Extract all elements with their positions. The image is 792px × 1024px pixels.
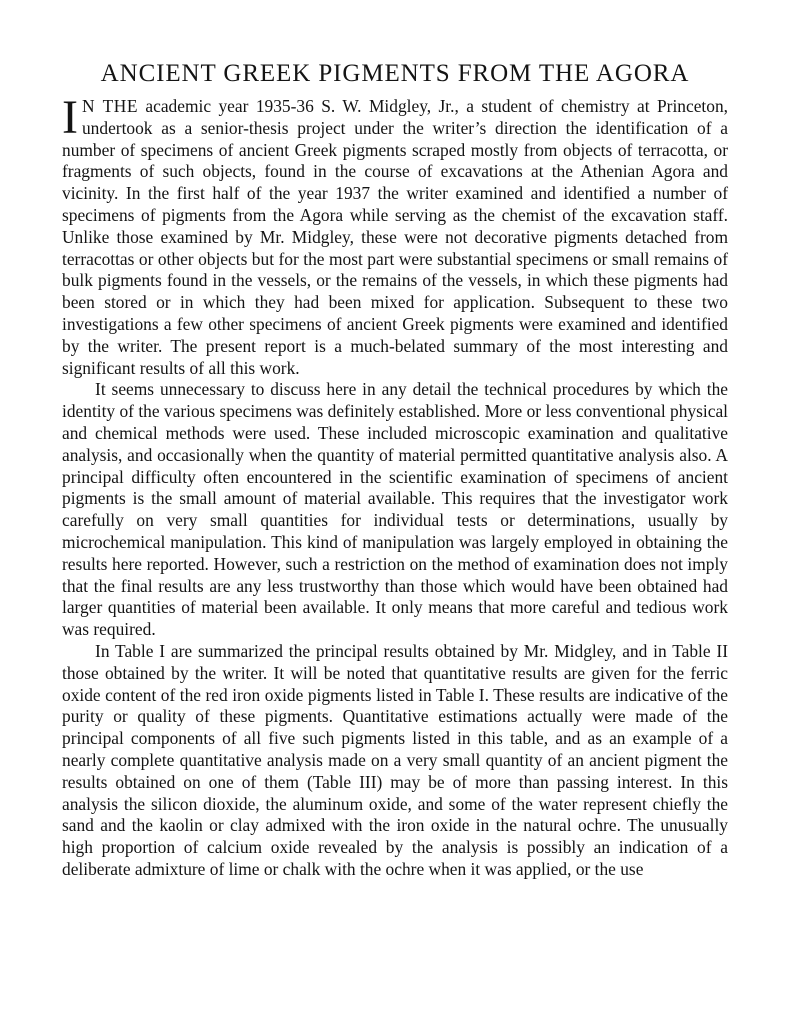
- paragraph-2: It seems unnecessary to discuss here in any detail the technical procedures by which the identity of the various specimens was definitely established. More or less conventional physical and chemical methods were used. These included microscopic examination and qualitative analysis, and occasionally when the quantity of material permitted quantitative analysis also. A principal difficulty often encountered in the scientific examination of specimens of ancient pigments is the small amount of material available. This requires that the investigator work carefully on very small quantities for individual tests or determinations, usually by microchemical manipulation. This kind of manipulation was largely employed in obtaining the results here reported. However, such a restriction on the method of examination does not imply that the final results are any less trustworthy than those which would have been obtained had larger quantities of material been available. It only means that more careful and tedious work was required.: [62, 379, 728, 640]
- page: [62, 58, 728, 881]
- paragraph-1-text: academic year 1935-36 S. W. Midgley, Jr., a student of chemistry at Princeton, undertook as a senior-thesis project under the writer’s direction the identification of a number of specimens of ancient Greek pigments scraped mostly from objects of terracotta, or fragments of such objects, found in the course of excavations at the Athenian Agora and vicinity. In the first half of the year 1937 the writer examined and identified a number of specimens of pigments from the Agora while serving as the chemist of the excavation staff. Unlike those examined by Mr. Midgley, these were not decorative pigments detached from terracottas or other objects but for the most part were substantial specimens or small remains of bulk pigments found in the vessels, or the remains of the vessels, in which these pigments had been stored or in which they had been mixed for application. Subsequent to these two investigations a few other specimens of ancient Greek pigments were examined and identified by the writer. The present report is a much-belated summary of the most interesting and significant results of all this work.: [62, 96, 728, 378]
- opening-words: N THE: [81, 96, 138, 116]
- paragraph-3: In Table I are summarized the principal results obtained by Mr. Midgley, and in Table II those obtained by the writer. It will be noted that quantitative results are given for the ferric oxide content of the red iron oxide pigments listed in Table I. These results are indicative of the purity or quality of these pigments. Quantitative estimations actually were made of the principal components of all five such pigments listed in this table, and as an example of a nearly complete quantitative analysis made on a very small quantity of an ancient pigment the results obtained on one of them (Table III) may be of more than passing interest. In this analysis the silicon dioxide, the aluminum oxide, and some of the water represent chiefly the sand and the kaolin or clay admixed with the iron oxide in the natural ochre. The unusually high proportion of calcium oxide revealed by the analysis is possibly an indication of a deliberate admixture of lime or chalk with the ochre when it was applied, or the use: [62, 640, 728, 879]
- article-title: ANCIENT GREEK PIGMENTS FROM THE AGORA: [100, 60, 690, 87]
- drop-cap: I: [62, 91, 78, 144]
- article-body: [62, 91, 728, 881]
- paragraph-1: [62, 91, 728, 379]
